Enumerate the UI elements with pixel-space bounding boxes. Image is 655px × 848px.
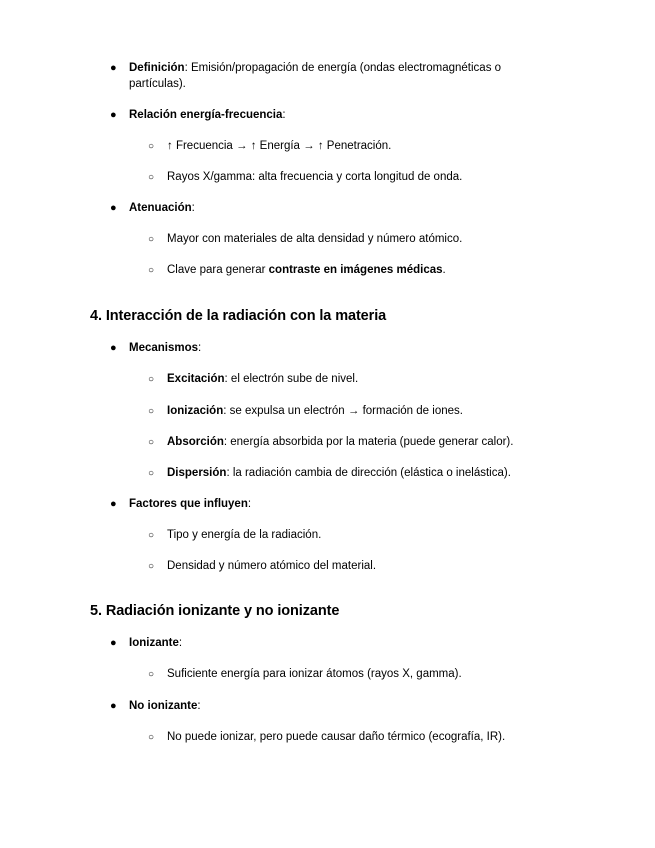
sub-list-item <box>148 263 607 279</box>
sub-list-item <box>148 435 607 451</box>
emphasis: contraste en imágenes médicas <box>268 264 443 276</box>
bullet-icon: ● <box>110 700 117 712</box>
section-heading-4: 4. Interacción de la radiación con la materia <box>90 308 387 324</box>
term-colon: : <box>282 109 286 121</box>
item-text: : Emisión/propagación de energía (ondas electromagnéticas o partículas). <box>129 62 502 90</box>
sub-list-item <box>148 667 607 683</box>
sub-list-item <box>148 139 607 155</box>
sub-list-item <box>148 404 607 420</box>
term: Mecanismos <box>129 342 199 354</box>
bullet-icon: ● <box>110 498 117 510</box>
term-colon: : <box>178 637 183 649</box>
bullet-icon: ● <box>110 342 117 354</box>
item-text: : energía absorbida por la materia (puede generar calor). <box>223 436 514 448</box>
circle-bullet-icon: ○ <box>148 234 155 245</box>
list-item-relation <box>110 108 549 124</box>
term: Definición <box>129 62 185 74</box>
sub-list-item <box>148 170 607 186</box>
term: Absorción <box>167 436 224 448</box>
list-item-definition <box>110 61 549 92</box>
item-text: Tipo y energía de la radiación. <box>167 529 322 541</box>
item-text: Suficiente energía para ionizar átomos (rayos X, gamma). <box>167 668 462 680</box>
list-item-non-ionizing <box>110 699 549 715</box>
circle-bullet-icon: ○ <box>148 669 155 680</box>
list-item-ionizing <box>110 636 549 652</box>
circle-bullet-icon: ○ <box>148 530 155 541</box>
term: Atenuación <box>129 202 192 214</box>
term: Ionizante <box>129 637 179 649</box>
term: Relación energía-frecuencia <box>129 109 283 121</box>
item-text: Rayos X/gamma: alta frecuencia y corta longitud de onda. <box>167 171 463 183</box>
item-text: Densidad y número atómico del material. <box>167 560 377 572</box>
bullet-icon: ● <box>110 202 117 214</box>
bullet-icon: ● <box>110 62 117 74</box>
term: Ionización <box>167 405 224 417</box>
item-text: : el electrón sube de nivel. <box>224 373 359 385</box>
circle-bullet-icon: ○ <box>148 437 155 448</box>
term: Dispersión <box>167 467 227 479</box>
list-item-attenuation <box>110 201 549 217</box>
circle-bullet-icon: ○ <box>148 732 155 743</box>
term: No ionizante <box>129 700 198 712</box>
circle-bullet-icon: ○ <box>148 141 155 152</box>
item-text: No puede ionizar, pero puede causar daño térmico (ecografía, IR). <box>167 731 506 743</box>
item-text: : la radiación cambia de dirección (elástica o inelástica). <box>226 467 511 479</box>
item-text: Clave para generar <box>167 264 269 276</box>
term: Factores que influyen <box>129 498 248 510</box>
sub-list-item <box>148 232 607 248</box>
bullet-icon: ● <box>110 637 117 649</box>
item-text: ↑ Frecuencia → ↑ Energía → ↑ Penetración. <box>167 140 392 152</box>
term-colon: : <box>191 202 195 214</box>
sub-list-item <box>148 730 607 746</box>
circle-bullet-icon: ○ <box>148 265 155 276</box>
term-colon: : <box>247 498 252 510</box>
term-colon: : <box>198 342 202 354</box>
circle-bullet-icon: ○ <box>148 374 155 385</box>
section-heading-5: 5. Radiación ionizante y no ionizante <box>90 603 340 619</box>
list-item-mechanisms <box>110 341 549 357</box>
sub-list-item <box>148 372 607 388</box>
sub-list-item <box>148 466 607 482</box>
term: Excitación <box>167 373 225 385</box>
list-item-factors <box>110 497 549 513</box>
item-text: . <box>442 264 446 276</box>
item-text: Mayor con materiales de alta densidad y número atómico. <box>167 233 463 245</box>
term-colon: : <box>197 700 201 712</box>
sub-list-item <box>148 528 607 544</box>
circle-bullet-icon: ○ <box>148 172 155 183</box>
bullet-icon: ● <box>110 109 117 121</box>
sub-list-item <box>148 559 607 575</box>
circle-bullet-icon: ○ <box>148 468 155 479</box>
circle-bullet-icon: ○ <box>148 561 155 572</box>
item-text: : se expulsa un electrón → formación de iones. <box>223 405 463 417</box>
circle-bullet-icon: ○ <box>148 406 155 417</box>
